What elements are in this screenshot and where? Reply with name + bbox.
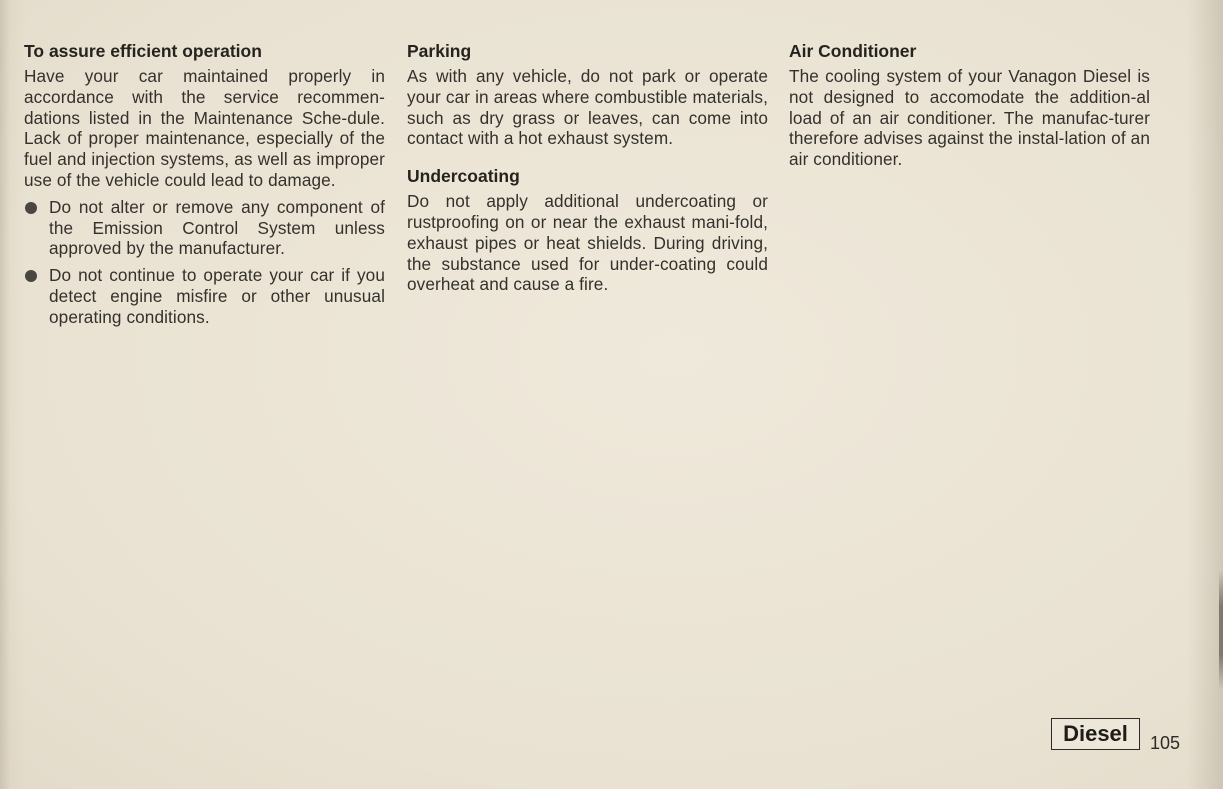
bullet-text: Do not alter or remove any component of the Emission Control System unless approved by the manufacturer. (49, 196, 385, 259)
page-number: 105 (1150, 733, 1181, 753)
list-item (24, 265, 385, 327)
bullet-dot-icon (25, 202, 37, 214)
heading-air-conditioner: Air Conditioner (789, 41, 917, 61)
heading-parking: Parking (407, 41, 472, 61)
column-right (789, 39, 1150, 170)
section-tab-diesel: Diesel (1051, 718, 1140, 750)
heading-efficient-operation: To assure efficient operation (24, 41, 262, 61)
section-gap (407, 149, 768, 164)
bullet-text: Do not continue to operate your car if you detect engine misfire or other unusual operating conditions. (49, 265, 385, 327)
page-edge-mark (1219, 570, 1223, 690)
paragraph-air-conditioner: The cooling system of your Vanagon Diesel is not designed to accomodate the addition-al load of an air conditioner. The manufac-turer therefore advises against the instal-lation of an air conditioner. (789, 66, 1150, 170)
heading-undercoating: Undercoating (407, 166, 520, 187)
paragraph-undercoating: Do not apply additional undercoating or rustproofing on or near the exhaust mani-fold, exhaust pipes or heat shields. During driving, the substance used for under-coating could overheat and cause a fire. (407, 191, 768, 295)
list-item (24, 197, 385, 259)
column-middle (407, 39, 768, 295)
bullet-dot-icon (25, 270, 37, 282)
paragraph-efficient-operation: Have your car maintained properly in accordance with the service recommen-dations listed in the Maintenance Sche-dule. Lack of proper maintenance, especially of the fuel and injection systems, as well as improper use of the vehicle could lead to damage. (24, 66, 385, 190)
column-left (24, 39, 385, 334)
bullet-list-emission (24, 197, 385, 328)
paragraph-parking: As with any vehicle, do not park or operate your car in areas where combustible materials, such as dry grass or leaves, can come into contact with a hot exhaust system. (407, 66, 768, 149)
